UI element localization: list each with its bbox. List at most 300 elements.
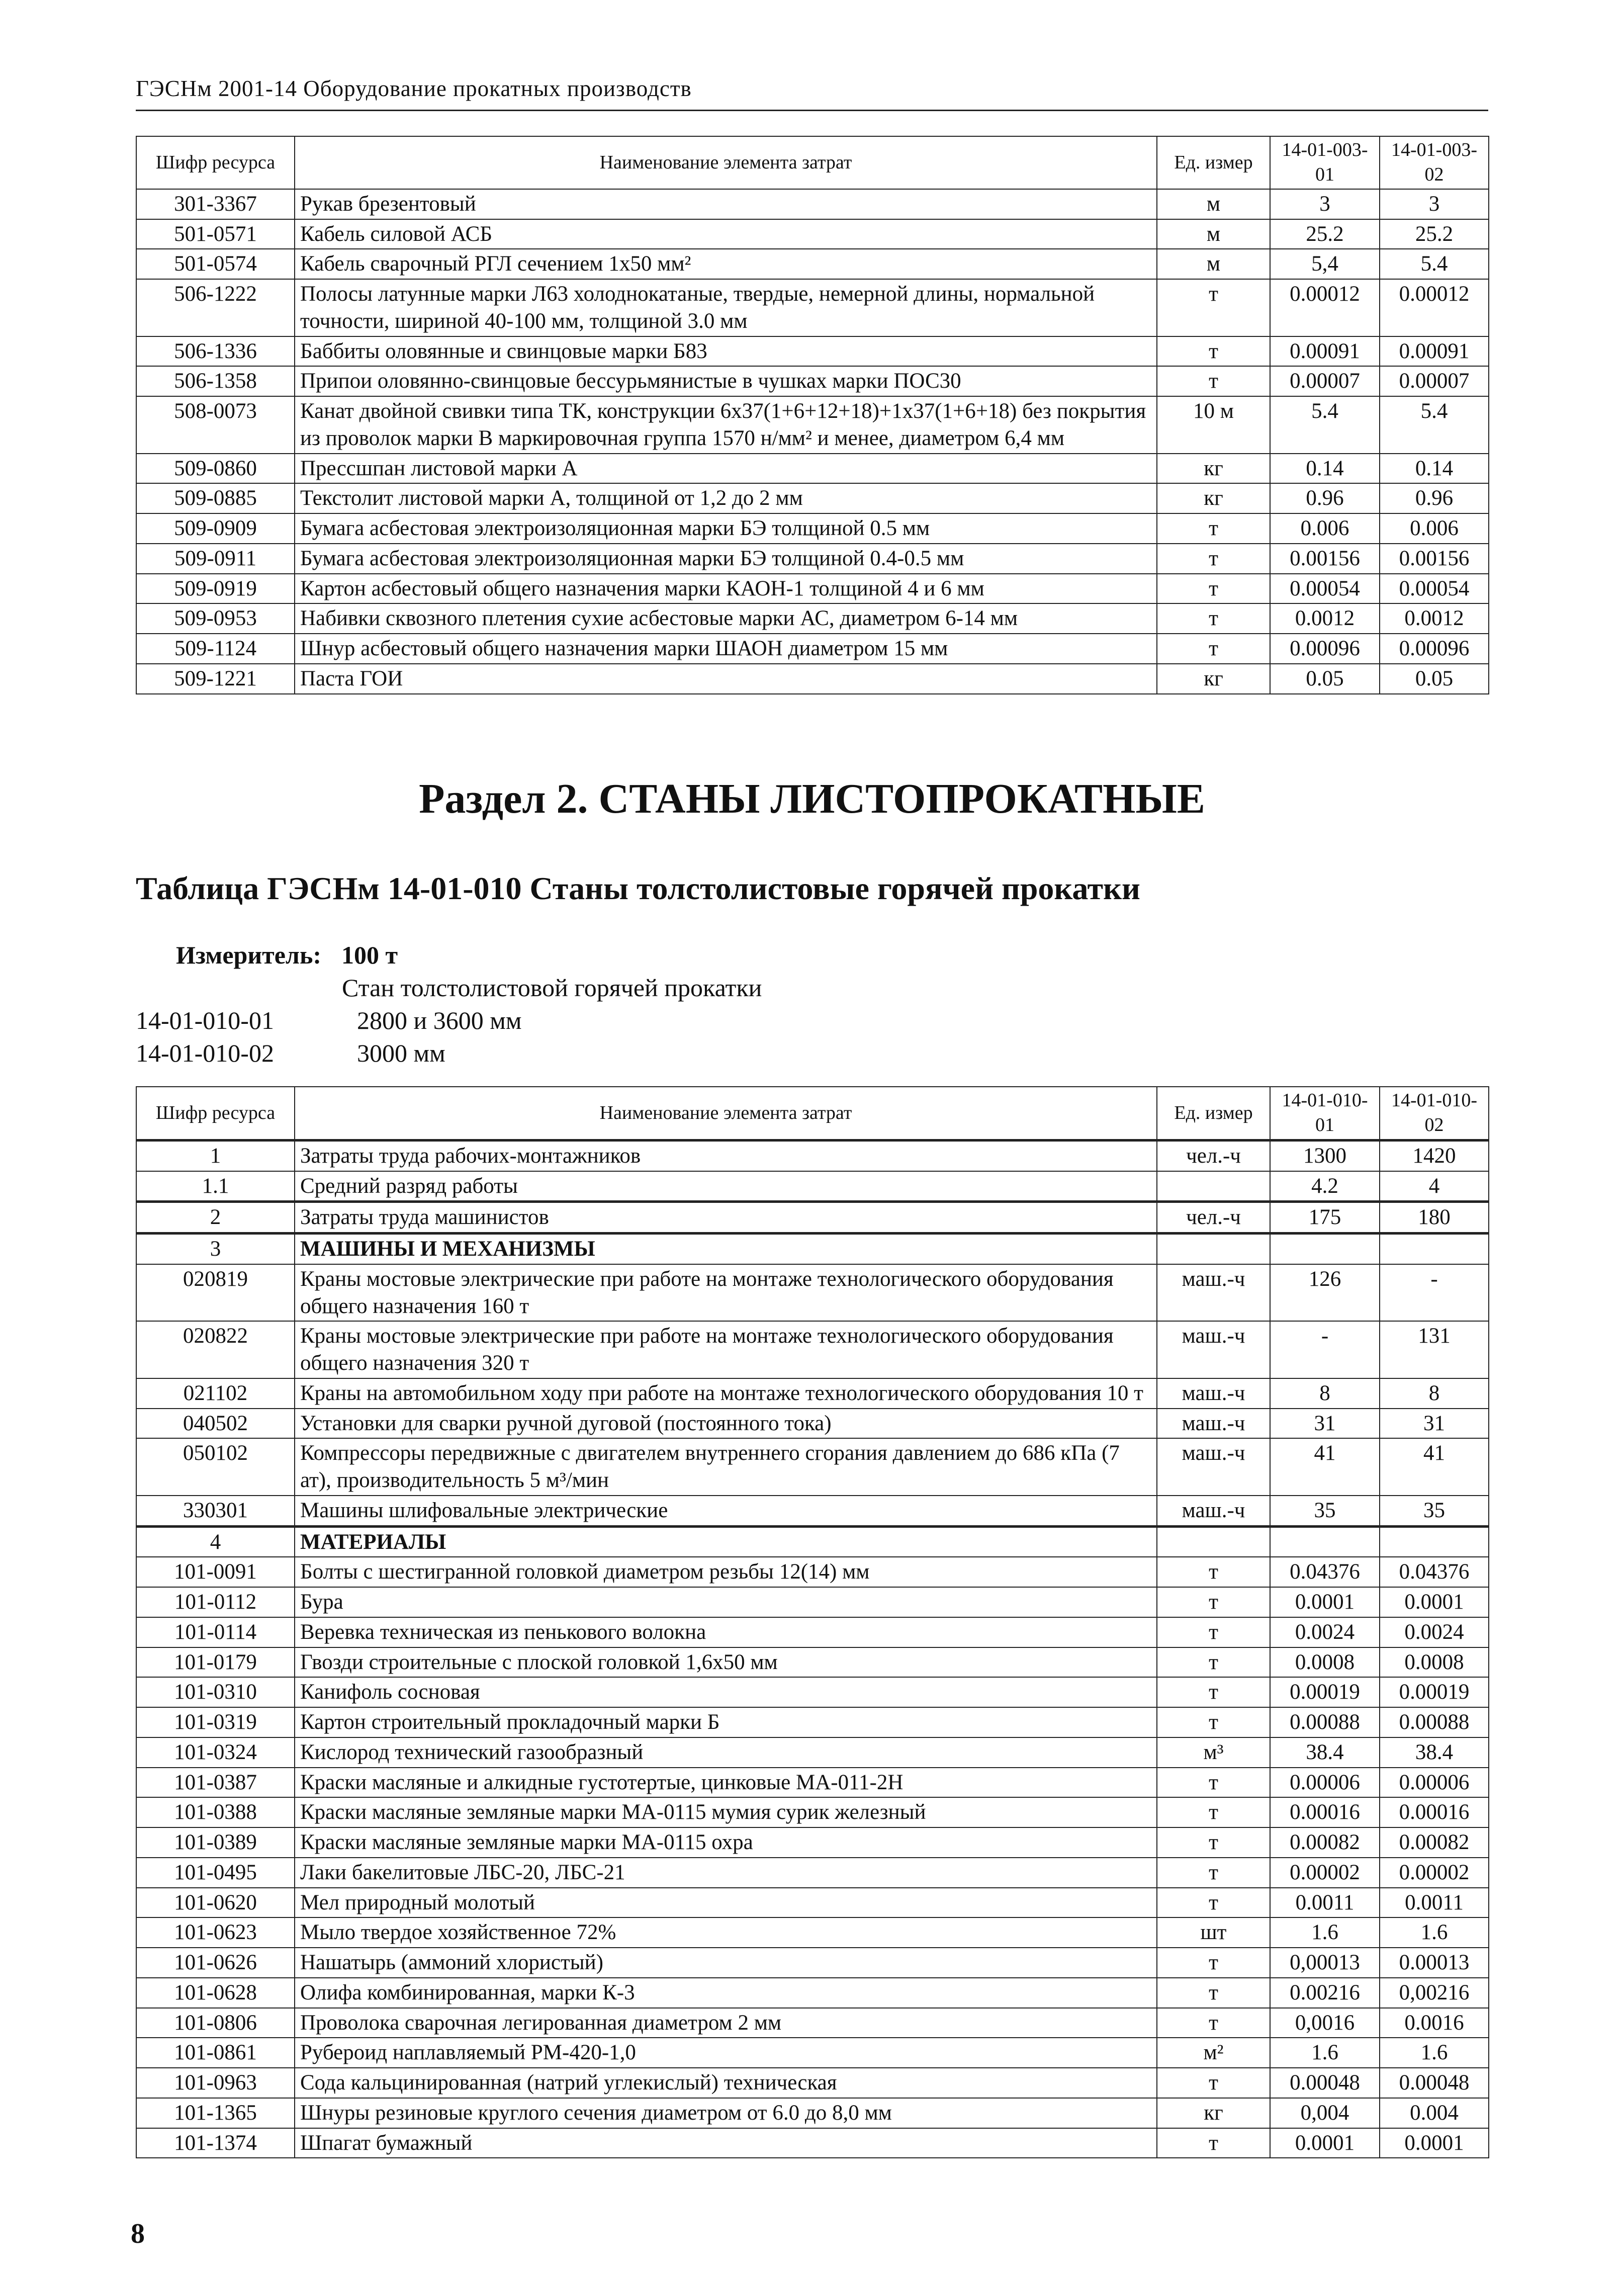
norm-01-cell: 0.00007 <box>1270 366 1380 396</box>
table-row <box>136 396 1489 454</box>
unit-cell: т <box>1157 1557 1270 1587</box>
table-row <box>136 1677 1489 1707</box>
table-row <box>136 1171 1489 1202</box>
cost-element-cell: Текстолит листовой марки А, толщиной от 1,2 до 2 мм <box>295 483 1157 513</box>
norm-02-cell: 0.006 <box>1380 513 1489 544</box>
norm-01-cell: 0.00082 <box>1270 1827 1380 1858</box>
running-header: ГЭСНм 2001-14 Оборудование прокатных производств <box>136 76 692 101</box>
norm-01-cell: 4.2 <box>1270 1171 1380 1202</box>
resource-code-cell: 101-0388 <box>136 1797 295 1827</box>
stand-description: Стан толстолистовой горячей прокатки <box>342 974 762 1002</box>
norm-02-cell: 41 <box>1380 1438 1489 1496</box>
cost-element-cell: Компрессоры передвижные с двигателем внутреннего сгорания давлением до 686 кПа (7 ат), производительность 5 м³/мин <box>295 1438 1157 1496</box>
norm-02-cell: 0,00216 <box>1380 1978 1489 2008</box>
resource-code-cell: 509-0885 <box>136 483 295 513</box>
resource-code-cell: 330301 <box>136 1496 295 1526</box>
resource-code-cell: 101-0628 <box>136 1978 295 2008</box>
unit-cell: маш.-ч <box>1157 1378 1270 1409</box>
cost-element-cell: Олифа комбинированная, марки К-3 <box>295 1978 1157 2008</box>
variant-code: 14-01-010-02 <box>136 1039 274 1067</box>
norm-01-cell: 31 <box>1270 1409 1380 1439</box>
cost-element-cell: Краски масляные и алкидные густотертые, цинковые МА-011-2Н <box>295 1768 1157 1798</box>
cost-element-cell: Гвозди строительные с плоской головкой 1,6x50 мм <box>295 1647 1157 1678</box>
resource-code-cell: 101-0319 <box>136 1707 295 1737</box>
resource-code-cell: 040502 <box>136 1409 295 1439</box>
unit-cell: маш.-ч <box>1157 1409 1270 1439</box>
norm-01-cell: 126 <box>1270 1264 1380 1322</box>
header-divider <box>136 110 1488 111</box>
norm-01-cell: 1.6 <box>1270 2038 1380 2068</box>
meter-label: Измеритель: <box>176 941 322 969</box>
cost-element-cell: Краны мостовые электрические при работе на монтаже технологического оборудования общего назначения 320 т <box>295 1321 1157 1378</box>
resource-code-cell: 501-0574 <box>136 249 295 279</box>
norm-01-cell: 0.00002 <box>1270 1858 1380 1888</box>
cost-element-cell: Паста ГОИ <box>295 664 1157 694</box>
resource-code-cell: 509-0953 <box>136 603 295 634</box>
norm-01-cell: 5,4 <box>1270 249 1380 279</box>
norm-01-cell: 5.4 <box>1270 396 1380 454</box>
norm-01-cell: 1.6 <box>1270 1917 1380 1948</box>
unit-cell: т <box>1157 2128 1270 2158</box>
norm-02-cell <box>1380 1526 1489 1557</box>
norm-02-cell: 0.00088 <box>1380 1707 1489 1737</box>
table-row <box>136 1827 1489 1858</box>
norm-02-cell: 0.00006 <box>1380 1768 1489 1798</box>
table-row <box>136 1557 1489 1587</box>
cost-element-cell: Затраты труда рабочих-монтажников <box>295 1140 1157 1171</box>
table-row <box>136 1202 1489 1234</box>
table-row <box>136 1409 1489 1439</box>
resource-code-cell: 3 <box>136 1234 295 1264</box>
unit-cell: кг <box>1157 2098 1270 2128</box>
resource-code-cell: 101-0495 <box>136 1858 295 1888</box>
table-row <box>136 1140 1489 1171</box>
cost-element-cell: Припои оловянно-свинцовые бессурьмянистые в чушках марки ПОС30 <box>295 366 1157 396</box>
cost-element-cell: Картон строительный прокладочный марки Б <box>295 1707 1157 1737</box>
norm-02-cell: 0.0001 <box>1380 2128 1489 2158</box>
table-row <box>136 189 1489 219</box>
header-unit: Ед. измер <box>1157 1087 1270 1140</box>
cost-element-cell: Краны на автомобильном ходу при работе на монтаже технологического оборудования 10 т <box>295 1378 1157 1409</box>
unit-cell: т <box>1157 1827 1270 1858</box>
table-title: Таблица ГЭСНм 14-01-010 Станы толстолистовые горячей прокатки <box>136 870 1140 906</box>
resource-code-cell: 506-1222 <box>136 279 295 336</box>
norm-02-cell: 1.6 <box>1380 2038 1489 2068</box>
table-row <box>136 1858 1489 1888</box>
unit-cell: м <box>1157 219 1270 249</box>
resource-code-cell: 101-0310 <box>136 1677 295 1707</box>
norm-01-cell: 38.4 <box>1270 1737 1380 1768</box>
norm-02-cell: 0.14 <box>1380 454 1489 484</box>
table-row <box>136 1587 1489 1617</box>
resource-code-cell: 1.1 <box>136 1171 295 1202</box>
resource-code-cell: 101-0861 <box>136 2038 295 2068</box>
norm-01-cell <box>1270 1234 1380 1264</box>
meter-value: 100 т <box>341 941 398 969</box>
page-number: 8 <box>131 2218 145 2249</box>
header-norm-01: 14-01-010-01 <box>1270 1087 1380 1140</box>
norm-02-cell: 0.00082 <box>1380 1827 1489 1858</box>
resource-code-cell: 509-0909 <box>136 513 295 544</box>
norm-02-cell: - <box>1380 1264 1489 1322</box>
resource-code-cell: 4 <box>136 1526 295 1557</box>
norm-02-cell <box>1380 1234 1489 1264</box>
unit-cell: маш.-ч <box>1157 1264 1270 1322</box>
norm-02-cell: 0.00156 <box>1380 544 1489 574</box>
cost-element-cell: Прессшпан листовой марки А <box>295 454 1157 484</box>
unit-cell: т <box>1157 2068 1270 2098</box>
header-norm-02: 14-01-003-02 <box>1380 136 1489 189</box>
variant-row <box>136 1006 522 1035</box>
table-row <box>136 1617 1489 1647</box>
norm-02-cell: 0.004 <box>1380 2098 1489 2128</box>
norm-01-cell: 0,0016 <box>1270 2008 1380 2038</box>
norm-01-cell: 0.0001 <box>1270 1587 1380 1617</box>
unit-cell <box>1157 1526 1270 1557</box>
unit-cell: т <box>1157 1647 1270 1678</box>
resource-code-cell: 101-1374 <box>136 2128 295 2158</box>
table-row <box>136 219 1489 249</box>
norm-02-cell: 0.0001 <box>1380 1587 1489 1617</box>
cost-element-cell: МАШИНЫ И МЕХАНИЗМЫ <box>295 1234 1157 1264</box>
cost-element-cell: Нашатырь (аммоний хлористый) <box>295 1948 1157 1978</box>
resource-code-cell: 020819 <box>136 1264 295 1322</box>
header-cost-element: Наименование элемента затрат <box>295 136 1157 189</box>
resource-code-cell: 101-0806 <box>136 2008 295 2038</box>
variant-row <box>136 1038 445 1068</box>
unit-cell: т <box>1157 1978 1270 2008</box>
norm-02-cell: 0.0016 <box>1380 2008 1489 2038</box>
cost-element-cell: Затраты труда машинистов <box>295 1202 1157 1234</box>
table-row <box>136 249 1489 279</box>
unit-cell: маш.-ч <box>1157 1321 1270 1378</box>
norm-02-cell: 35 <box>1380 1496 1489 1526</box>
norm-02-cell: 0.00002 <box>1380 1858 1489 1888</box>
resource-code-cell: 101-0387 <box>136 1768 295 1798</box>
norm-02-cell: 0.04376 <box>1380 1557 1489 1587</box>
variant-description: 3000 мм <box>357 1039 445 1067</box>
resource-table-14-01-003 <box>136 136 1489 694</box>
resource-code-cell: 506-1358 <box>136 366 295 396</box>
cost-element-cell: Набивки сквозного плетения сухие асбестовые марки АС, диаметром 6-14 мм <box>295 603 1157 634</box>
unit-cell: т <box>1157 1858 1270 1888</box>
header-resource-code: Шифр ресурса <box>136 136 295 189</box>
table-row <box>136 1321 1489 1378</box>
table-row <box>136 1647 1489 1678</box>
norm-02-cell: 0.0012 <box>1380 603 1489 634</box>
norm-01-cell: 0.0011 <box>1270 1888 1380 1918</box>
unit-cell: т <box>1157 2008 1270 2038</box>
resource-code-cell: 508-0073 <box>136 396 295 454</box>
cost-element-cell: Бумага асбестовая электроизоляционная марки БЭ толщиной 0.5 мм <box>295 513 1157 544</box>
cost-element-cell: Краски масляные земляные марки МА-0115 мумия сурик железный <box>295 1797 1157 1827</box>
norm-01-cell: 35 <box>1270 1496 1380 1526</box>
resource-code-cell: 501-0571 <box>136 219 295 249</box>
resource-code-cell: 101-1365 <box>136 2098 295 2128</box>
resource-code-cell: 101-0389 <box>136 1827 295 1858</box>
resource-code-cell: 509-0911 <box>136 544 295 574</box>
resource-code-cell: 101-0324 <box>136 1737 295 1768</box>
header-norm-01: 14-01-003-01 <box>1270 136 1380 189</box>
unit-cell: т <box>1157 366 1270 396</box>
meter <box>176 940 398 970</box>
resource-code-cell: 506-1336 <box>136 336 295 367</box>
cost-element-cell: Канифоль сосновая <box>295 1677 1157 1707</box>
norm-01-cell: - <box>1270 1321 1380 1378</box>
section-title: Раздел 2. СТАНЫ ЛИСТОПРОКАТНЫЕ <box>419 775 1205 822</box>
cost-element-cell: Кабель сварочный РГЛ сечением 1x50 мм² <box>295 249 1157 279</box>
table-row <box>136 279 1489 336</box>
norm-01-cell: 0.00016 <box>1270 1797 1380 1827</box>
table-row <box>136 1526 1489 1557</box>
table-row <box>136 2128 1489 2158</box>
unit-cell: т <box>1157 1797 1270 1827</box>
norm-02-cell: 0.0008 <box>1380 1647 1489 1678</box>
table-row <box>136 2068 1489 2098</box>
resource-code-cell: 021102 <box>136 1378 295 1409</box>
table-row <box>136 454 1489 484</box>
cost-element-cell: Бура <box>295 1587 1157 1617</box>
resource-code-cell: 301-3367 <box>136 189 295 219</box>
norm-02-cell: 0.00096 <box>1380 634 1489 664</box>
norm-02-cell: 5.4 <box>1380 396 1489 454</box>
unit-cell <box>1157 1234 1270 1264</box>
table-row <box>136 2098 1489 2128</box>
unit-cell: чел.-ч <box>1157 1202 1270 1234</box>
norm-02-cell: 0.00007 <box>1380 366 1489 396</box>
table-header-row <box>136 1087 1489 1140</box>
resource-code-cell: 101-0623 <box>136 1917 295 1948</box>
table-row <box>136 483 1489 513</box>
unit-cell: т <box>1157 603 1270 634</box>
table-row <box>136 336 1489 367</box>
table-row <box>136 664 1489 694</box>
cost-element-cell: Кислород технический газообразный <box>295 1737 1157 1768</box>
norm-01-cell: 0.00216 <box>1270 1978 1380 2008</box>
norm-01-cell: 0.04376 <box>1270 1557 1380 1587</box>
cost-element-cell: Шнур асбестовый общего назначения марки ШАОН диаметром 15 мм <box>295 634 1157 664</box>
table-row <box>136 2008 1489 2038</box>
table-row <box>136 634 1489 664</box>
norm-02-cell: 5.4 <box>1380 249 1489 279</box>
unit-cell: т <box>1157 279 1270 336</box>
unit-cell: т <box>1157 634 1270 664</box>
cost-element-cell: Сода кальцинированная (натрий углекислый) техническая <box>295 2068 1157 2098</box>
unit-cell: т <box>1157 1587 1270 1617</box>
unit-cell: т <box>1157 1617 1270 1647</box>
unit-cell: т <box>1157 574 1270 604</box>
norm-02-cell: 1.6 <box>1380 1917 1489 1948</box>
unit-cell: шт <box>1157 1917 1270 1948</box>
table-row <box>136 1768 1489 1798</box>
unit-cell <box>1157 1171 1270 1202</box>
resource-code-cell: 050102 <box>136 1438 295 1496</box>
table-row <box>136 603 1489 634</box>
norm-02-cell: 38.4 <box>1380 1737 1489 1768</box>
norm-02-cell: 131 <box>1380 1321 1489 1378</box>
unit-cell: м <box>1157 189 1270 219</box>
table-row <box>136 1797 1489 1827</box>
norm-02-cell: 25.2 <box>1380 219 1489 249</box>
norm-01-cell: 0.00006 <box>1270 1768 1380 1798</box>
table-body <box>136 189 1489 694</box>
resource-code-cell: 101-0112 <box>136 1587 295 1617</box>
cost-element-cell: Бумага асбестовая электроизоляционная марки БЭ толщиной 0.4-0.5 мм <box>295 544 1157 574</box>
norm-01-cell: 0.14 <box>1270 454 1380 484</box>
variant-code: 14-01-010-01 <box>136 1006 274 1034</box>
norm-01-cell: 0.00156 <box>1270 544 1380 574</box>
table-row <box>136 2038 1489 2068</box>
resource-table-14-01-010 <box>136 1086 1489 2158</box>
norm-01-cell: 0,00013 <box>1270 1948 1380 1978</box>
cost-element-cell: Шнуры резиновые круглого сечения диаметром от 6.0 до 8,0 мм <box>295 2098 1157 2128</box>
table-row <box>136 366 1489 396</box>
header-cost-element: Наименование элемента затрат <box>295 1087 1157 1140</box>
unit-cell: т <box>1157 513 1270 544</box>
table-row <box>136 1378 1489 1409</box>
table-row <box>136 1707 1489 1737</box>
norm-01-cell: 0.00048 <box>1270 2068 1380 2098</box>
table-row <box>136 1978 1489 2008</box>
norm-01-cell: 41 <box>1270 1438 1380 1496</box>
norm-01-cell: 8 <box>1270 1378 1380 1409</box>
norm-02-cell: 0.00012 <box>1380 279 1489 336</box>
cost-element-cell: Картон асбестовый общего назначения марки КАОН-1 толщиной 4 и 6 мм <box>295 574 1157 604</box>
unit-cell: кг <box>1157 664 1270 694</box>
unit-cell: кг <box>1157 483 1270 513</box>
cost-element-cell: Средний разряд работы <box>295 1171 1157 1202</box>
norm-02-cell: 0.05 <box>1380 664 1489 694</box>
norm-02-cell: 0.0011 <box>1380 1888 1489 1918</box>
norm-01-cell: 0.0024 <box>1270 1617 1380 1647</box>
cost-element-cell: Проволока сварочная легированная диаметром 2 мм <box>295 2008 1157 2038</box>
norm-01-cell: 0.0012 <box>1270 603 1380 634</box>
resource-code-cell: 509-1124 <box>136 634 295 664</box>
norm-01-cell: 0.00012 <box>1270 279 1380 336</box>
norm-02-cell: 3 <box>1380 189 1489 219</box>
resource-code-cell: 101-0091 <box>136 1557 295 1587</box>
cost-element-cell: Краны мостовые электрические при работе на монтаже технологического оборудования общего назначения 160 т <box>295 1264 1157 1322</box>
table-row <box>136 1438 1489 1496</box>
unit-cell: м³ <box>1157 1737 1270 1768</box>
resource-code-cell: 020822 <box>136 1321 295 1378</box>
norm-01-cell: 1300 <box>1270 1140 1380 1171</box>
resource-code-cell: 509-0860 <box>136 454 295 484</box>
norm-02-cell: 8 <box>1380 1378 1489 1409</box>
table-row <box>136 544 1489 574</box>
cost-element-cell: Краски масляные земляные марки МА-0115 охра <box>295 1827 1157 1858</box>
header-unit: Ед. измер <box>1157 136 1270 189</box>
unit-cell: м² <box>1157 2038 1270 2068</box>
table-row <box>136 574 1489 604</box>
table-body <box>136 1140 1489 2158</box>
resource-code-cell: 509-0919 <box>136 574 295 604</box>
cost-element-cell: Мыло твердое хозяйственное 72% <box>295 1917 1157 1948</box>
norm-01-cell: 0.0001 <box>1270 2128 1380 2158</box>
cost-element-cell: Канат двойной свивки типа ТК, конструкции 6x37(1+6+12+18)+1x37(1+6+18) без покрытия из проволок марки В маркировочная группа 1570 н/мм² и менее, диаметром 6,4 мм <box>295 396 1157 454</box>
table-row <box>136 1888 1489 1918</box>
cost-element-cell: Рубероид наплавляемый РМ-420-1,0 <box>295 2038 1157 2068</box>
unit-cell: маш.-ч <box>1157 1496 1270 1526</box>
norm-01-cell: 0.006 <box>1270 513 1380 544</box>
unit-cell: т <box>1157 1677 1270 1707</box>
unit-cell: 10 м <box>1157 396 1270 454</box>
norm-01-cell: 0.00091 <box>1270 336 1380 367</box>
cost-element-cell: Баббиты оловянные и свинцовые марки Б83 <box>295 336 1157 367</box>
resource-code-cell: 101-0114 <box>136 1617 295 1647</box>
resource-code-cell: 101-0626 <box>136 1948 295 1978</box>
table-row <box>136 1917 1489 1948</box>
norm-01-cell: 0.96 <box>1270 483 1380 513</box>
norm-01-cell: 0,004 <box>1270 2098 1380 2128</box>
norm-01-cell: 0.00088 <box>1270 1707 1380 1737</box>
norm-02-cell: 0.96 <box>1380 483 1489 513</box>
table-row <box>136 1948 1489 1978</box>
cost-element-cell: Веревка техническая из пенькового волокна <box>295 1617 1157 1647</box>
cost-element-cell: Установки для сварки ручной дуговой (постоянного тока) <box>295 1409 1157 1439</box>
norm-01-cell: 0.05 <box>1270 664 1380 694</box>
unit-cell: кг <box>1157 454 1270 484</box>
cost-element-cell: Мел природный молотый <box>295 1888 1157 1918</box>
table-row <box>136 513 1489 544</box>
cost-element-cell: МАТЕРИАЛЫ <box>295 1526 1157 1557</box>
cost-element-cell: Лаки бакелитовые ЛБС-20, ЛБС-21 <box>295 1858 1157 1888</box>
cost-element-cell: Машины шлифовальные электрические <box>295 1496 1157 1526</box>
resource-code-cell: 509-1221 <box>136 664 295 694</box>
resource-code-cell: 2 <box>136 1202 295 1234</box>
norm-01-cell: 175 <box>1270 1202 1380 1234</box>
norm-02-cell: 0.0024 <box>1380 1617 1489 1647</box>
norm-02-cell: 0.00054 <box>1380 574 1489 604</box>
norm-01-cell: 3 <box>1270 189 1380 219</box>
header-resource-code: Шифр ресурса <box>136 1087 295 1140</box>
cost-element-cell: Полосы латунные марки Л63 холоднокатаные, твердые, немерной длины, нормальной точности, шириной 40-100 мм, толщиной 3.0 мм <box>295 279 1157 336</box>
norm-01-cell: 0.00096 <box>1270 634 1380 664</box>
norm-02-cell: 0.00013 <box>1380 1948 1489 1978</box>
unit-cell: маш.-ч <box>1157 1438 1270 1496</box>
table-row <box>136 1496 1489 1526</box>
norm-02-cell: 1420 <box>1380 1140 1489 1171</box>
cost-element-cell: Болты с шестигранной головкой диаметром резьбы 12(14) мм <box>295 1557 1157 1587</box>
table-row <box>136 1234 1489 1264</box>
unit-cell: т <box>1157 336 1270 367</box>
norm-02-cell: 0.00016 <box>1380 1797 1489 1827</box>
norm-01-cell: 0.00054 <box>1270 574 1380 604</box>
header-norm-02: 14-01-010-02 <box>1380 1087 1489 1140</box>
norm-02-cell: 31 <box>1380 1409 1489 1439</box>
cost-element-cell: Шпагат бумажный <box>295 2128 1157 2158</box>
unit-cell: м <box>1157 249 1270 279</box>
resource-code-cell: 1 <box>136 1140 295 1171</box>
norm-02-cell: 0.00019 <box>1380 1677 1489 1707</box>
variant-description: 2800 и 3600 мм <box>357 1006 522 1034</box>
norm-02-cell: 0.00091 <box>1380 336 1489 367</box>
table-row <box>136 1264 1489 1322</box>
table-row <box>136 1737 1489 1768</box>
cost-element-cell: Рукав брезентовый <box>295 189 1157 219</box>
cost-element-cell: Кабель силовой АСБ <box>295 219 1157 249</box>
table-header-row <box>136 136 1489 189</box>
resource-code-cell: 101-0179 <box>136 1647 295 1678</box>
unit-cell: т <box>1157 1707 1270 1737</box>
unit-cell: т <box>1157 544 1270 574</box>
norm-02-cell: 4 <box>1380 1171 1489 1202</box>
norm-01-cell: 25.2 <box>1270 219 1380 249</box>
unit-cell: т <box>1157 1888 1270 1918</box>
unit-cell: чел.-ч <box>1157 1140 1270 1171</box>
unit-cell: т <box>1157 1948 1270 1978</box>
norm-01-cell: 0.0008 <box>1270 1647 1380 1678</box>
